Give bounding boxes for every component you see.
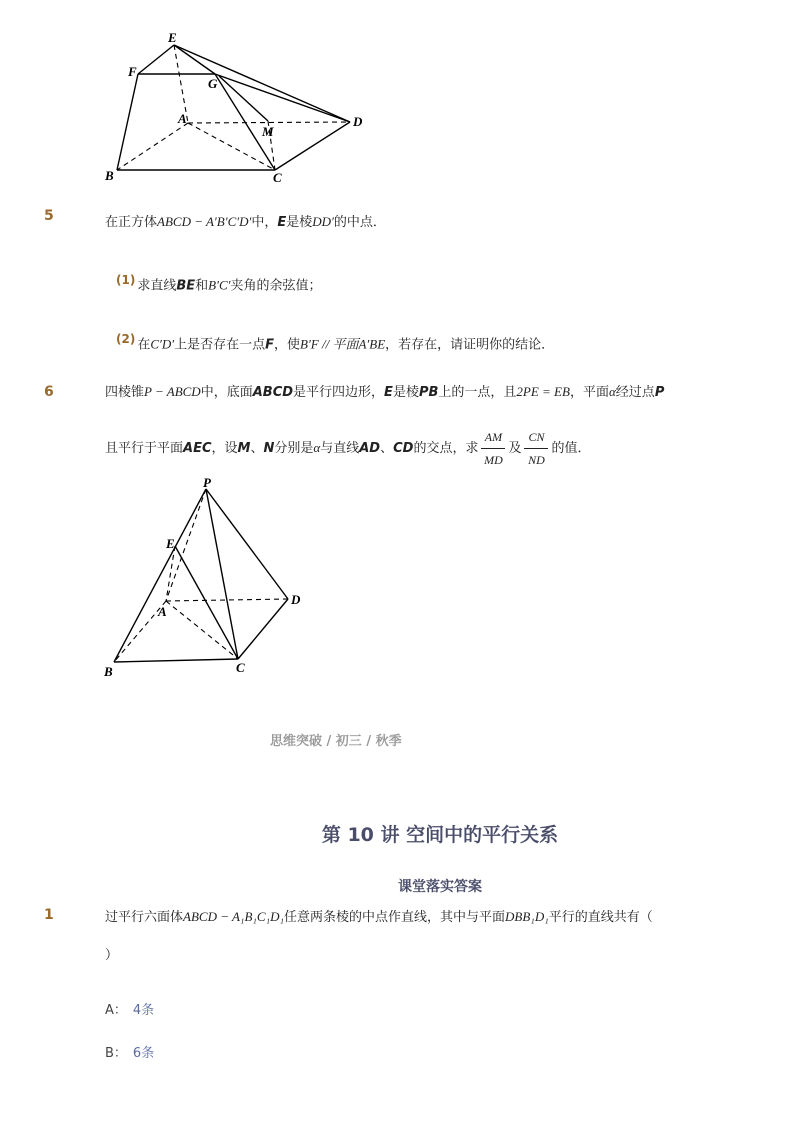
fig2-label: E: [166, 536, 175, 551]
fig1-label: E: [168, 30, 177, 45]
option-a[interactable]: A： 4条: [105, 1003, 155, 1018]
page-footer: 思维突破 / 初三 / 秋季: [270, 734, 402, 749]
fig1-label: A: [178, 111, 187, 126]
fraction-cn-nd: $\frac{CN}{ND}$: [524, 429, 548, 468]
fig1-label: C: [273, 170, 282, 185]
fig1-label: G: [208, 76, 218, 91]
fig2-label: D: [291, 592, 301, 607]
question-6-line-1: 四棱锥P − ABCD中，底面ABCD是平行四边形，E是棱PB上的一点，且2PE = EB，平面α经过点P: [105, 384, 665, 400]
question-5-text: 在正方体ABCD − A′B′C′D′中，E是棱DD′的中点．: [105, 214, 386, 230]
question-1-line-2: ）: [105, 948, 119, 963]
figure-pyramid: [100, 475, 320, 685]
option-b[interactable]: B： 6条: [105, 1046, 155, 1061]
question-number: 5: [44, 208, 54, 224]
section-subtitle: 课堂落实答案: [398, 879, 482, 895]
figure-polyhedron: [100, 30, 380, 190]
fig1-label: B: [105, 168, 114, 183]
question-5-part-2: (2) 在C′D′上是否存在一点F，使B′F // 平面A′BE，若存在，请证明你的结论．: [116, 332, 555, 353]
fraction-am-md: $\frac{AM}{MD}$: [481, 429, 505, 468]
fig2-label: A: [158, 604, 167, 619]
fig1-label: F: [128, 64, 137, 79]
question-1-line-1: 过平行六面体ABCD − A₁B₁C₁D₁任意两条棱的中点作直线，其中与平面DBB₁D₁平行的直线共有（: [105, 909, 653, 925]
question-5-part-1: (1) 求直线BE和B′C′夹角的余弦值；: [116, 273, 322, 294]
question-number: 6: [44, 384, 54, 400]
fig1-label: D: [353, 114, 363, 129]
fig1-label: M: [262, 124, 274, 139]
fig2-label: B: [104, 664, 113, 679]
fig2-label: P: [203, 475, 211, 490]
fig2-label: C: [236, 660, 245, 675]
lecture-title: 第 10 讲 空间中的平行关系: [321, 824, 559, 846]
question-6-line-2: 且平行于平面AEC，设M、N分别是α与直线AD、CD的交点，求 $\frac{AM}{MD}$ 及 $\frac{CN}{ND}$ 的值．: [105, 430, 591, 467]
question-number: 1: [44, 907, 54, 923]
